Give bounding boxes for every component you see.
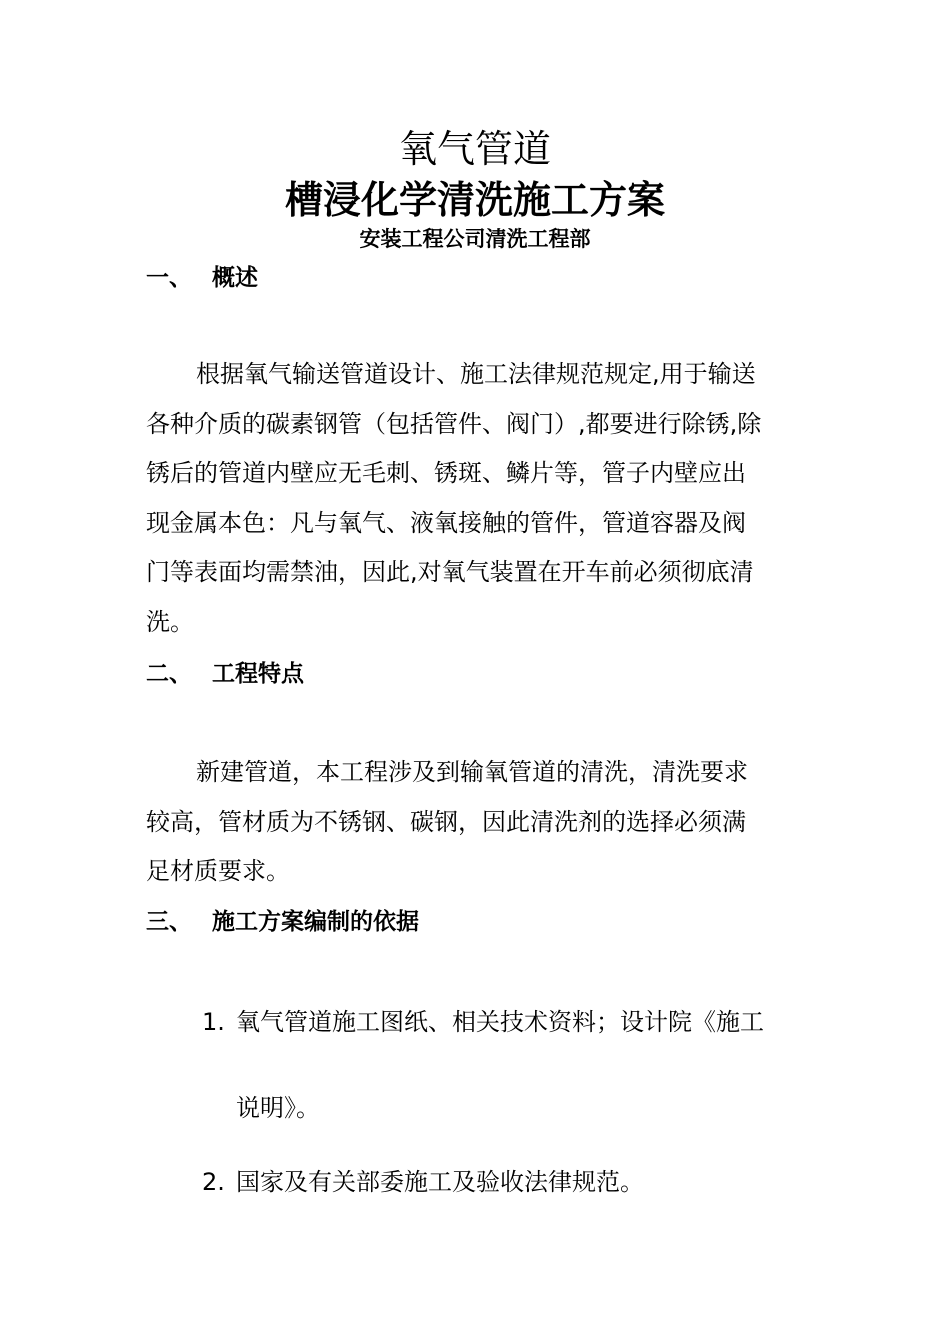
section-title: 施工方案编制的依据 bbox=[212, 909, 419, 935]
section-title: 工程特点 bbox=[212, 661, 304, 687]
paragraph-line: 根据氧气输送管道设计、施工法律规范规定,用于输送 bbox=[196, 360, 756, 388]
paragraph-line: 现金属本色：凡与氧气、液氧接触的管件，管道容器及阀 bbox=[146, 508, 746, 537]
list-item-1 bbox=[202, 1006, 822, 1126]
section-1-paragraph bbox=[146, 350, 761, 648]
paragraph-line: 各种介质的碳素钢管（包括管件、阀门）,都要进行除锈,除 bbox=[146, 409, 762, 438]
section-heading-3 bbox=[146, 906, 419, 938]
section-heading-2 bbox=[146, 658, 304, 690]
document-title-line2: 槽浸化学清洗施工方案 bbox=[284, 178, 665, 222]
list-item-2 bbox=[202, 1166, 822, 1202]
paragraph-line: 足材质要求。 bbox=[146, 857, 290, 886]
paragraph-line: 洗。 bbox=[146, 607, 194, 636]
list-item-text: 国家及有关部委施工及验收法律规范。 bbox=[236, 1168, 644, 1196]
document-subtitle: 安装工程公司清洗工程部 bbox=[359, 227, 591, 251]
document-title-line1: 氧气管道 bbox=[398, 127, 551, 171]
paragraph-line: 新建管道，本工程涉及到输氧管道的清洗，清洗要求 bbox=[196, 758, 748, 786]
paragraph-line: 锈后的管道内壁应无毛刺、锈斑、鳞片等，管子内壁应出 bbox=[146, 459, 746, 488]
list-marker: 1. bbox=[202, 1008, 225, 1036]
list-item-text: 氧气管道施工图纸、相关技术资料；设计院《施工 bbox=[236, 1008, 764, 1036]
section-number: 二、 bbox=[146, 661, 192, 687]
section-number: 三、 bbox=[146, 909, 192, 935]
section-heading-1 bbox=[146, 262, 258, 294]
list-marker: 2. bbox=[202, 1168, 225, 1196]
section-2-paragraph bbox=[146, 748, 748, 897]
section-number: 一、 bbox=[146, 265, 192, 291]
section-title: 概述 bbox=[212, 265, 258, 291]
list-item-text: 说明》。 bbox=[236, 1094, 320, 1122]
paragraph-line: 门等表面均需禁油，因此,对氧气装置在开车前必须彻底清 bbox=[146, 558, 754, 587]
paragraph-line: 较高，管材质为不锈钢、碳钢，因此清洗剂的选择必须满 bbox=[146, 807, 746, 836]
